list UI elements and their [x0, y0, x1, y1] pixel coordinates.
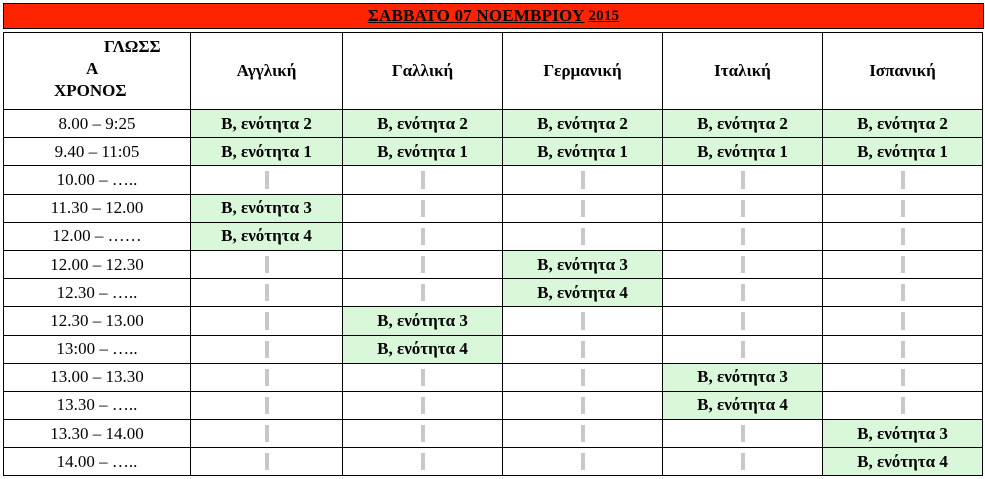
cell-divider — [741, 200, 745, 217]
cell-divider — [741, 453, 745, 470]
language-header-german: Γερμανική — [503, 33, 663, 110]
schedule-cell-german — [503, 448, 663, 476]
schedule-cell-spanish — [823, 222, 983, 250]
table-row — [4, 363, 983, 391]
cell-divider — [901, 341, 905, 358]
schedule-cell-english — [191, 307, 343, 335]
cell-divider — [421, 453, 425, 470]
table-row — [4, 391, 983, 419]
schedule-cell-italian — [663, 307, 823, 335]
schedule-cell-italian — [663, 138, 823, 166]
cell-divider — [901, 256, 905, 273]
cell-divider — [741, 312, 745, 329]
time-slot: 10.00 – ….. — [4, 166, 191, 194]
schedule-cell-french — [343, 279, 503, 307]
cell-divider — [901, 284, 905, 301]
session-label: Β, ενότητα 1 — [377, 141, 468, 161]
schedule-cell-spanish — [823, 335, 983, 363]
cell-divider — [581, 425, 585, 442]
cell-divider — [581, 200, 585, 217]
schedule-cell-italian — [663, 448, 823, 476]
schedule-cell-italian — [663, 363, 823, 391]
time-slot: 13.00 – 13.30 — [4, 363, 191, 391]
schedule-cell-english — [191, 194, 343, 222]
cell-divider — [741, 284, 745, 301]
schedule-cell-french — [343, 420, 503, 448]
schedule-cell-french — [343, 391, 503, 419]
table-row — [4, 138, 983, 166]
cell-divider — [901, 369, 905, 386]
cell-divider — [901, 397, 905, 414]
table-row — [4, 250, 983, 278]
schedule-cell-italian — [663, 166, 823, 194]
corner-line-3: ΧΡΟΝΟΣ — [54, 81, 127, 100]
cell-divider — [265, 397, 269, 414]
schedule-cell-english — [191, 279, 343, 307]
time-slot: 13.30 – ….. — [4, 391, 191, 419]
cell-divider — [901, 171, 905, 188]
session-label: Β, ενότητα 1 — [221, 141, 312, 161]
schedule-cell-french — [343, 166, 503, 194]
schedule-cell-italian — [663, 420, 823, 448]
session-label: Β, ενότητα 3 — [377, 310, 468, 330]
session-label: Β, ενότητα 4 — [857, 451, 948, 471]
language-header-italian: Ιταλική — [663, 33, 823, 110]
cell-divider — [741, 425, 745, 442]
schedule-cell-french — [343, 110, 503, 138]
cell-divider — [421, 200, 425, 217]
cell-divider — [581, 171, 585, 188]
session-label: Β, ενότητα 3 — [221, 198, 312, 218]
schedule-cell-german — [503, 138, 663, 166]
cell-divider — [901, 200, 905, 217]
schedule-cell-german — [503, 420, 663, 448]
corner-line-1: ΓΛΩΣΣ — [104, 37, 161, 56]
header-row — [4, 33, 983, 110]
cell-divider — [265, 171, 269, 188]
schedule-cell-english — [191, 250, 343, 278]
schedule-cell-french — [343, 138, 503, 166]
schedule-cell-spanish — [823, 307, 983, 335]
schedule-cell-german — [503, 166, 663, 194]
session-label: Β, ενότητα 3 — [697, 367, 788, 387]
cell-divider — [741, 256, 745, 273]
schedule-cell-french — [343, 194, 503, 222]
table-row — [4, 448, 983, 476]
schedule-cell-german — [503, 110, 663, 138]
schedule-cell-spanish — [823, 420, 983, 448]
time-slot: 13.30 – 14.00 — [4, 420, 191, 448]
schedule-cell-french — [343, 335, 503, 363]
schedule-table — [3, 32, 983, 476]
session-label: Β, ενότητα 4 — [537, 282, 628, 302]
cell-divider — [581, 228, 585, 245]
schedule-cell-english — [191, 448, 343, 476]
schedule-cell-english — [191, 420, 343, 448]
cell-divider — [581, 312, 585, 329]
schedule-cell-german — [503, 307, 663, 335]
schedule-cell-german — [503, 194, 663, 222]
schedule-cell-french — [343, 222, 503, 250]
schedule-cell-italian — [663, 335, 823, 363]
table-row — [4, 166, 983, 194]
cell-divider — [421, 171, 425, 188]
time-slot: 13:00 – ….. — [4, 335, 191, 363]
schedule-cell-french — [343, 307, 503, 335]
session-label: Β, ενότητα 2 — [377, 113, 468, 133]
cell-divider — [265, 284, 269, 301]
time-slot: 8.00 – 9:25 — [4, 110, 191, 138]
cell-divider — [741, 171, 745, 188]
session-label: Β, ενότητα 2 — [697, 113, 788, 133]
schedule-cell-spanish — [823, 250, 983, 278]
session-label: Β, ενότητα 2 — [857, 113, 948, 133]
cell-divider — [265, 312, 269, 329]
corner-header — [4, 33, 191, 110]
schedule-cell-german — [503, 279, 663, 307]
schedule-cell-german — [503, 391, 663, 419]
schedule-cell-spanish — [823, 166, 983, 194]
cell-divider — [265, 341, 269, 358]
table-row — [4, 420, 983, 448]
cell-divider — [265, 425, 269, 442]
cell-divider — [265, 369, 269, 386]
schedule-cell-french — [343, 363, 503, 391]
schedule-cell-french — [343, 448, 503, 476]
schedule-cell-english — [191, 363, 343, 391]
table-row — [4, 335, 983, 363]
cell-divider — [581, 369, 585, 386]
cell-divider — [741, 341, 745, 358]
cell-divider — [581, 453, 585, 470]
schedule-cell-italian — [663, 250, 823, 278]
table-row — [4, 279, 983, 307]
time-slot: 12.00 – 12.30 — [4, 250, 191, 278]
cell-divider — [901, 312, 905, 329]
schedule-cell-german — [503, 222, 663, 250]
schedule-cell-english — [191, 166, 343, 194]
schedule-cell-spanish — [823, 110, 983, 138]
schedule-cell-german — [503, 250, 663, 278]
session-label: Β, ενότητα 1 — [857, 141, 948, 161]
schedule-cell-english — [191, 335, 343, 363]
language-header-french: Γαλλική — [343, 33, 503, 110]
session-label: Β, ενότητα 4 — [377, 339, 468, 359]
time-slot: 12.30 – 13.00 — [4, 307, 191, 335]
cell-divider — [741, 228, 745, 245]
session-label: Β, ενότητα 2 — [537, 113, 628, 133]
schedule-cell-italian — [663, 391, 823, 419]
session-label: Β, ενότητα 1 — [537, 141, 628, 161]
schedule-cell-german — [503, 335, 663, 363]
corner-line-2: Α — [86, 59, 99, 78]
table-row — [4, 194, 983, 222]
session-label: Β, ενότητα 1 — [697, 141, 788, 161]
cell-divider — [421, 425, 425, 442]
time-slot: 12.00 – …… — [4, 222, 191, 250]
session-label: Β, ενότητα 4 — [697, 395, 788, 415]
cell-divider — [421, 397, 425, 414]
schedule-cell-spanish — [823, 194, 983, 222]
schedule-title — [3, 3, 984, 29]
time-slot: 9.40 – 11:05 — [4, 138, 191, 166]
schedule-cell-english — [191, 391, 343, 419]
cell-divider — [901, 228, 905, 245]
cell-divider — [421, 256, 425, 273]
table-row — [4, 307, 983, 335]
session-label: Β, ενότητα 2 — [221, 113, 312, 133]
schedule-cell-german — [503, 363, 663, 391]
schedule-cell-italian — [663, 194, 823, 222]
cell-divider — [265, 453, 269, 470]
language-header-spanish: Ισπανική — [823, 33, 983, 110]
cell-divider — [421, 369, 425, 386]
schedule-cell-spanish — [823, 363, 983, 391]
schedule-cell-english — [191, 138, 343, 166]
cell-divider — [421, 228, 425, 245]
table-row — [4, 222, 983, 250]
cell-divider — [421, 284, 425, 301]
cell-divider — [581, 397, 585, 414]
session-label: Β, ενότητα 3 — [537, 254, 628, 274]
schedule-cell-italian — [663, 279, 823, 307]
title-text: ΣΑΒΒΑΤΟ 07 ΝΟΕΜΒΡΙΟΥ — [367, 6, 585, 25]
schedule-cell-spanish — [823, 138, 983, 166]
cell-divider — [265, 256, 269, 273]
schedule-cell-spanish — [823, 279, 983, 307]
schedule-cell-spanish — [823, 391, 983, 419]
time-slot: 12.30 – ….. — [4, 279, 191, 307]
schedule-cell-italian — [663, 110, 823, 138]
title-year: 2015 — [588, 7, 620, 24]
schedule-cell-english — [191, 110, 343, 138]
session-label: Β, ενότητα 3 — [857, 423, 948, 443]
schedule-cell-english — [191, 222, 343, 250]
language-header-english: Αγγλική — [191, 33, 343, 110]
schedule-cell-italian — [663, 222, 823, 250]
schedule-cell-spanish — [823, 448, 983, 476]
table-row — [4, 110, 983, 138]
time-slot: 11.30 – 12.00 — [4, 194, 191, 222]
time-slot: 14.00 – ….. — [4, 448, 191, 476]
schedule-cell-french — [343, 250, 503, 278]
cell-divider — [581, 341, 585, 358]
session-label: Β, ενότητα 4 — [221, 226, 312, 246]
